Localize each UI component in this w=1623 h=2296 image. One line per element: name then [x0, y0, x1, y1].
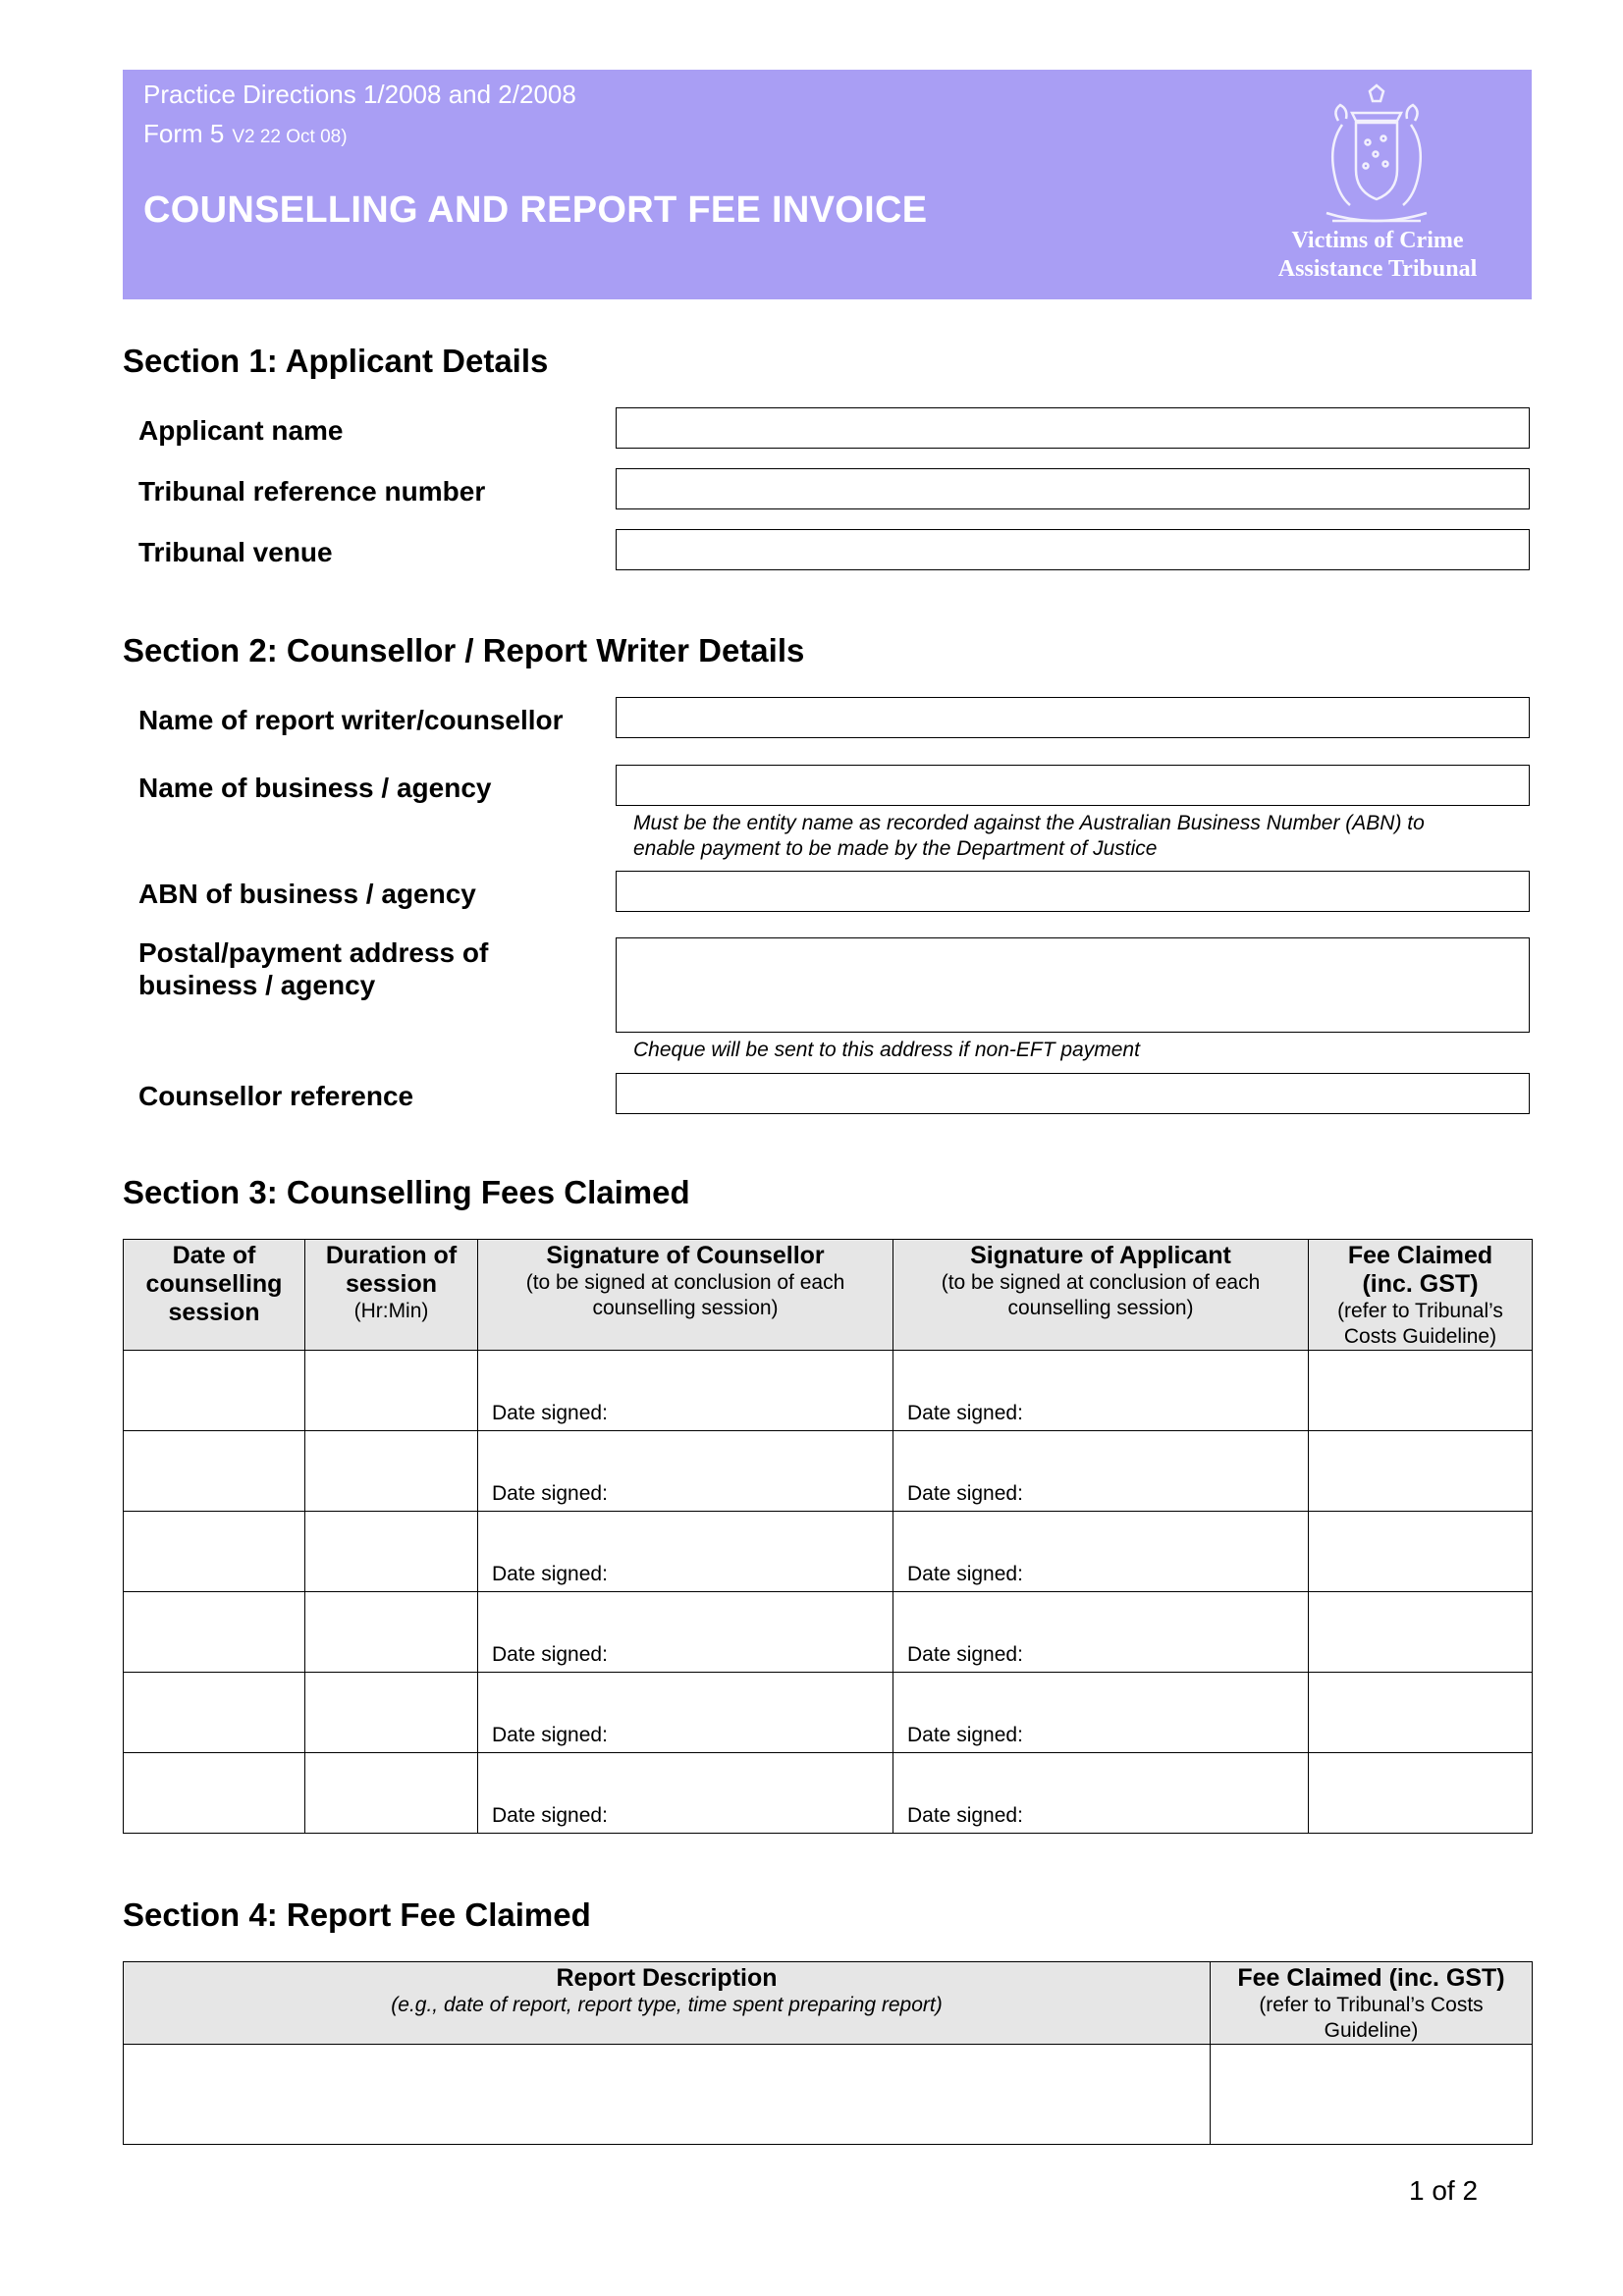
- report-fee-sub2: Guideline): [1324, 2019, 1419, 2042]
- fee-claimed-cell[interactable]: [1309, 1753, 1533, 1834]
- table-row: [124, 1753, 1533, 1834]
- report-description-header: [124, 1962, 1211, 2045]
- session-date-cell[interactable]: [124, 1431, 305, 1512]
- postal-address-hint: Cheque will be sent to this address if non-EFT payment: [633, 1039, 1140, 1061]
- applicant-signature-cell[interactable]: Date signed:: [893, 1512, 1309, 1592]
- session-date-cell[interactable]: [124, 1753, 305, 1834]
- applicant-signature-cell[interactable]: Date signed:: [893, 1673, 1309, 1753]
- report-fee-sub1: (refer to Tribunal’s Costs: [1259, 1994, 1484, 2016]
- section2-title: Section 2: Counsellor / Report Writer Details: [123, 632, 805, 668]
- col-counsellor-signature-sub1: (to be signed at conclusion of each: [525, 1271, 845, 1294]
- postal-address-label-line2: business / agency: [138, 970, 376, 1000]
- table-row: [124, 1512, 1533, 1592]
- section3-title: Section 3: Counselling Fees Claimed: [123, 1174, 690, 1210]
- session-date-cell[interactable]: [124, 1673, 305, 1753]
- report-fee-header: [1211, 1962, 1533, 2045]
- col-fee-header-sub2: Costs Guideline): [1343, 1325, 1497, 1348]
- report-description-sub: (e.g., date of report, report type, time spent preparing report): [391, 1994, 943, 2016]
- table-row: [124, 1351, 1533, 1431]
- practice-directions: Practice Directions 1/2008 and 2/2008: [143, 80, 576, 109]
- col-date-header-line2: counselling: [145, 1270, 283, 1298]
- col-applicant-signature-title: Signature of Applicant: [970, 1242, 1231, 1269]
- col-fee-header-sub1: (refer to Tribunal’s: [1337, 1300, 1503, 1322]
- section1-title: Section 1: Applicant Details: [123, 343, 549, 379]
- counsellor-signature-cell[interactable]: Date signed:: [478, 1673, 893, 1753]
- tribunal-venue-label: Tribunal venue: [138, 537, 333, 567]
- report-fee-title: Fee Claimed (inc. GST): [1237, 1964, 1505, 1992]
- col-counsellor-signature-title: Signature of Counsellor: [546, 1242, 825, 1269]
- tribunal-venue-field[interactable]: [616, 529, 1530, 570]
- col-duration-header-sub: (Hr:Min): [353, 1300, 429, 1322]
- session-date-cell[interactable]: [124, 1512, 305, 1592]
- business-name-field[interactable]: [616, 765, 1530, 806]
- applicant-signature-cell[interactable]: Date signed:: [893, 1592, 1309, 1673]
- session-duration-cell[interactable]: [305, 1592, 478, 1673]
- session-date-cell[interactable]: [124, 1351, 305, 1431]
- postal-address-label-line1: Postal/payment address of: [138, 937, 489, 968]
- form-title: COUNSELLING AND REPORT FEE INVOICE: [143, 189, 928, 231]
- session-date-cell[interactable]: [124, 1592, 305, 1673]
- session-duration-cell[interactable]: [305, 1512, 478, 1592]
- business-name-hint-line2: enable payment to be made by the Department of Justice: [633, 837, 1158, 860]
- page-number: 1 of 2: [1409, 2175, 1479, 2206]
- tribunal-reference-label: Tribunal reference number: [138, 476, 486, 507]
- coat-of-arms-icon: [1313, 83, 1440, 231]
- report-fee-table: [123, 1961, 1533, 2145]
- form-number: [143, 119, 348, 149]
- col-fee-header: [1309, 1240, 1533, 1351]
- fee-claimed-cell[interactable]: [1309, 1431, 1533, 1512]
- counsellor-signature-cell[interactable]: Date signed:: [478, 1592, 893, 1673]
- session-duration-cell[interactable]: [305, 1431, 478, 1512]
- counsellor-signature-cell[interactable]: Date signed:: [478, 1753, 893, 1834]
- business-name-hint: [633, 811, 1425, 862]
- col-applicant-signature-sub1: (to be signed at conclusion of each: [941, 1271, 1261, 1294]
- col-fee-header-line1: Fee Claimed: [1347, 1242, 1493, 1269]
- report-writer-name-label: Name of report writer/counsellor: [138, 705, 564, 735]
- applicant-name-field[interactable]: [616, 407, 1530, 449]
- session-duration-cell[interactable]: [305, 1351, 478, 1431]
- tribunal-reference-field[interactable]: [616, 468, 1530, 509]
- applicant-signature-cell[interactable]: Date signed:: [893, 1431, 1309, 1512]
- col-duration-header: [305, 1240, 478, 1351]
- postal-address-label: [138, 936, 488, 1001]
- applicant-name-label: Applicant name: [138, 415, 344, 446]
- postal-address-field[interactable]: [616, 937, 1530, 1033]
- fee-claimed-cell[interactable]: [1309, 1592, 1533, 1673]
- fee-claimed-cell[interactable]: [1309, 1351, 1533, 1431]
- col-applicant-signature-header: [893, 1240, 1309, 1351]
- table-row: [124, 1592, 1533, 1673]
- session-duration-cell[interactable]: [305, 1673, 478, 1753]
- col-applicant-signature-sub2: counselling session): [1007, 1297, 1194, 1319]
- report-writer-name-field[interactable]: [616, 697, 1530, 738]
- col-date-header: [124, 1240, 305, 1351]
- business-name-hint-line1: Must be the entity name as recorded against the Australian Business Number (ABN) to: [633, 812, 1425, 834]
- counsellor-reference-label: Counsellor reference: [138, 1081, 414, 1111]
- table-row: [124, 1431, 1533, 1512]
- section4-title: Section 4: Report Fee Claimed: [123, 1896, 591, 1933]
- table-row: [124, 1673, 1533, 1753]
- fee-claimed-cell[interactable]: [1309, 1673, 1533, 1753]
- report-table-header-row: [124, 1962, 1533, 2045]
- business-name-label: Name of business / agency: [138, 773, 492, 803]
- session-duration-cell[interactable]: [305, 1753, 478, 1834]
- counsellor-signature-cell[interactable]: Date signed:: [478, 1351, 893, 1431]
- report-description-cell[interactable]: [124, 2045, 1211, 2145]
- table-header-row: [124, 1240, 1533, 1351]
- col-fee-header-line2: (inc. GST): [1362, 1270, 1479, 1298]
- counsellor-signature-cell[interactable]: Date signed:: [478, 1512, 893, 1592]
- fee-claimed-cell[interactable]: [1309, 1512, 1533, 1592]
- col-counsellor-signature-sub2: counselling session): [592, 1297, 779, 1319]
- col-duration-header-line1: Duration of: [325, 1242, 458, 1269]
- report-description-title: Report Description: [556, 1964, 778, 1992]
- form-label: Form 5: [143, 119, 225, 148]
- tribunal-name: [1242, 227, 1513, 284]
- form-header: [123, 70, 1532, 299]
- table-row: [124, 2045, 1533, 2145]
- counsellor-signature-cell[interactable]: Date signed:: [478, 1431, 893, 1512]
- form-version: V2 22 Oct 08): [232, 127, 348, 147]
- tribunal-name-line1: Victims of Crime: [1291, 228, 1464, 253]
- col-counsellor-signature-header: [478, 1240, 893, 1351]
- applicant-signature-cell[interactable]: Date signed:: [893, 1351, 1309, 1431]
- col-date-header-line1: Date of: [172, 1242, 256, 1269]
- counselling-fees-table: [123, 1239, 1533, 1834]
- abn-field[interactable]: [616, 871, 1530, 912]
- tribunal-name-line2: Assistance Tribunal: [1277, 256, 1478, 282]
- counsellor-reference-field[interactable]: [616, 1073, 1530, 1114]
- col-duration-header-line2: session: [345, 1270, 438, 1298]
- abn-label: ABN of business / agency: [138, 879, 476, 909]
- report-fee-cell[interactable]: [1211, 2045, 1533, 2145]
- applicant-signature-cell[interactable]: Date signed:: [893, 1753, 1309, 1834]
- col-date-header-line3: session: [168, 1299, 260, 1326]
